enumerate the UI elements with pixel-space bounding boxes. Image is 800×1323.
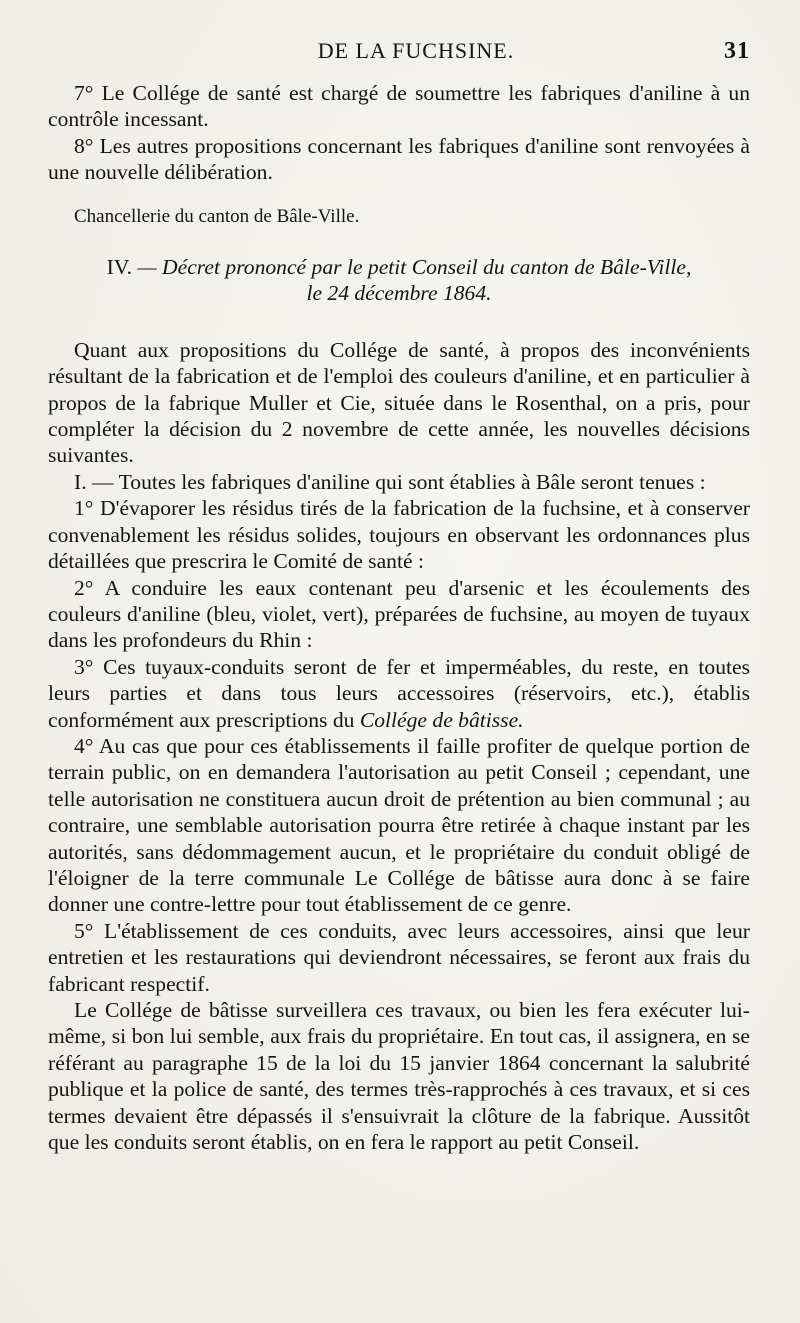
- decree-title: — Décret prononcé par le petit Conseil du canton de Bâle-Ville,: [132, 255, 692, 280]
- page-number: 31: [724, 38, 750, 64]
- paragraph-point-5: 5° L'établissement de ces conduits, avec leurs accessoires, ainsi que leur entretien et les restaurations qui deviendront nécessaires, se feront aux frais du fabricant respectif.: [48, 918, 750, 996]
- running-title: DE LA FUCHSINE.: [317, 38, 515, 63]
- decree-numeral: IV.: [106, 255, 133, 280]
- point-3-emphasis: Collége de bâtisse.: [359, 707, 524, 732]
- paragraph-closing: Le Collége de bâtisse surveillera ces travaux, ou bien les fera exécuter lui-même, si bon lui semble, aux frais du propriétaire. En tout cas, il assignera, en se référant au paragraphe 15 de la loi du 15 janvier 1864 concernant la salubrité publique et la police de santé, des termes très-rapprochés à ces travaux, et si ces termes devaient être dépassés il s'ensuivrait la clôture de la fabrique. Aussitôt que les conduits seront établis, on en fera le rapport au petit Conseil.: [48, 998, 750, 1155]
- paragraph-item-7: 7° Le Collége de santé est chargé de soumettre les fabriques d'aniline à un contrôle incessant.: [48, 81, 750, 132]
- decree-heading: [48, 254, 750, 307]
- signature-line: Chancellerie du canton de Bâle-Ville.: [74, 205, 360, 227]
- paragraph-point-3: [48, 654, 750, 733]
- paragraph-section-1: I. — Toutes les fabriques d'aniline qui sont établies à Bâle seront tenues :: [74, 469, 706, 494]
- paragraph-intro: Quant aux propositions du Collége de santé, à propos des inconvénients résultant de la fabrication et de l'emploi des couleurs d'aniline, et en particulier à propos de la fabrique Muller et Cie, située dans le Rosenthal, on a pris, pour compléter la décision du 2 novembre de cette année, les nouvelles décisions suivantes.: [48, 337, 750, 468]
- paragraph-point-2: 2° A conduire les eaux contenant peu d'arsenic et les écoulements des couleurs d'aniline (bleu, violet, vert), préparées de fuchsine, au moyen de tuyaux dans les profondeurs du Rhin :: [48, 575, 750, 653]
- paragraph-item-8: 8° Les autres propositions concernant les fabriques d'aniline sont renvoyées à une nouvelle délibération.: [48, 133, 750, 185]
- point-3-text: 3° Ces tuyaux-conduits seront de fer et imperméables, du reste, en toutes leurs parties et dans tous leurs accessoires (réservoirs, etc.), établis conformément aux prescriptions du: [48, 654, 750, 732]
- decree-date: le 24 décembre 1864.: [306, 281, 492, 306]
- paragraph-point-4: 4° Au cas que pour ces établissements il faille profiter de quelque portion de terrain public, on en demandera l'autorisation au petit Conseil ; cependant, une telle autorisation ne constituera aucun droit de prétention au bien communal ; au contraire, une semblable autorisation pourra être retirée à chaque instant par les autorités, sans dédommagement aucun, et le propriétaire du conduit obligé de l'éloigner de la terre communale Le Collége de bâtisse aura donc à se faire donner une contre-lettre pour tout établissement de ce genre.: [48, 733, 750, 917]
- running-head: [48, 38, 750, 74]
- paragraph-point-1: 1° D'évaporer les résidus tirés de la fabrication de la fuchsine, et à conserver convenablement les résidus solides, toujours en observant les ordonnances plus détaillées que prescrira le Comité de santé :: [48, 496, 750, 574]
